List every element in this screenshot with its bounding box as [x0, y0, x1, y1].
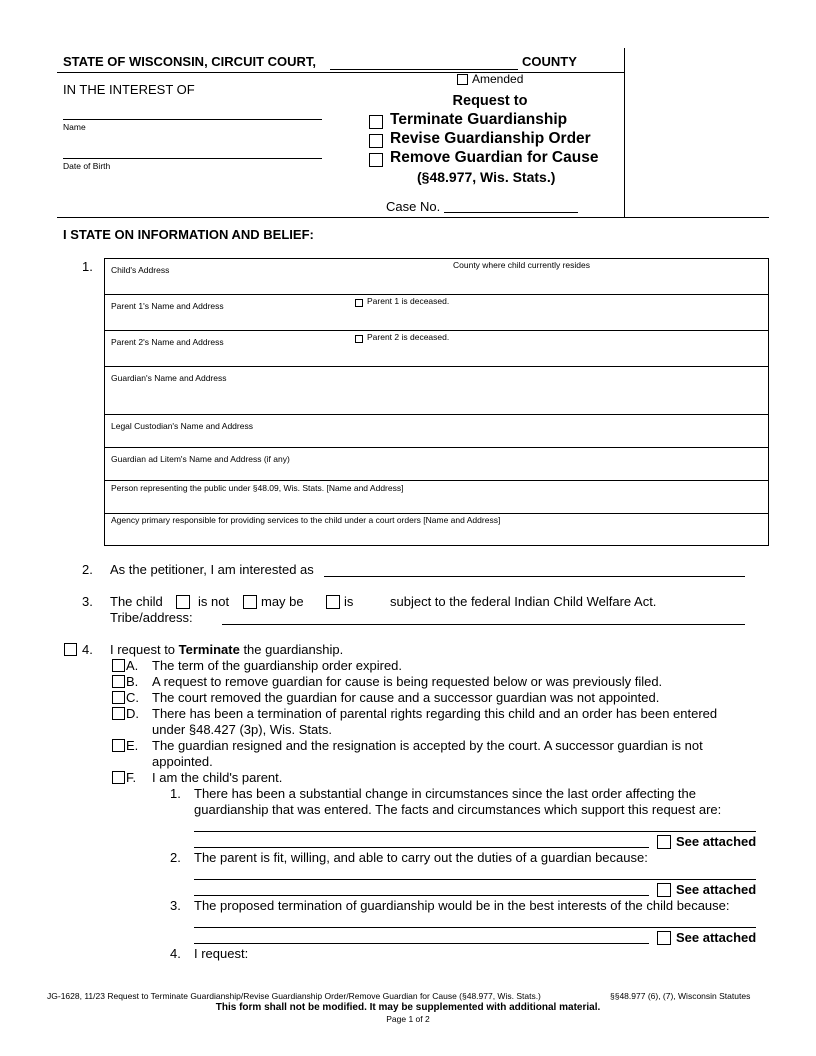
parent2-label: Parent 2's Name and Address [111, 337, 224, 347]
parent1-row[interactable] [104, 294, 769, 331]
option-a-letter: A. [126, 658, 139, 673]
legal-custodian-label: Legal Custodian's Name and Address [111, 421, 253, 431]
item-4-checkbox[interactable] [64, 643, 77, 656]
option-d-line1: There has been a termination of parental rights regarding this child and an order has been entered [152, 706, 718, 721]
option-c-letter: C. [126, 690, 139, 705]
gal-row[interactable] [104, 447, 769, 481]
county-resides-label: County where child currently resides [453, 260, 591, 270]
footer-form-id: JG-1628, 11/23 Request to Terminate Guardianship/Revise Guardianship Order/Remove Guardian for Cause (§48.977, Wis. Stats.) [47, 991, 541, 1001]
option-d-letter: D. [126, 706, 139, 721]
option-f-letter: F. [126, 770, 137, 785]
revise-order-label: Revise Guardianship Order [390, 130, 591, 147]
item-2-number: 2. [82, 562, 93, 577]
court-heading: STATE OF WISCONSIN, CIRCUIT COURT, [63, 54, 317, 69]
legal-custodian-row[interactable] [104, 414, 769, 448]
item-1-number: 1. [82, 259, 93, 274]
gal-label: Guardian ad Litem's Name and Address (if any) [111, 454, 290, 464]
option-d-line2: under §48.427 (3p), Wis. Stats. [152, 722, 332, 737]
option-f-checkbox[interactable] [112, 771, 125, 784]
sub-2-text: The parent is fit, willing, and able to carry out the duties of a guardian because: [194, 850, 648, 865]
sub-1-line2: guardianship that was entered. The facts and circumstances which support this request are: [194, 802, 722, 817]
case-no-line[interactable] [444, 212, 578, 213]
sub-1-answer-line-1[interactable] [194, 831, 756, 832]
sub-3-answer-line-1[interactable] [194, 927, 756, 928]
item-4-text: I request to Terminate the guardianship. [110, 642, 344, 657]
amended-label: Amended [472, 72, 524, 86]
sub-2-see-attached-checkbox[interactable] [657, 883, 671, 897]
icwa-may-be-checkbox[interactable] [243, 595, 257, 609]
remove-guardian-label: Remove Guardian for Cause [390, 149, 599, 166]
sub-3-answer-line-2[interactable] [194, 943, 649, 944]
option-b-text: A request to remove guardian for cause is being requested below or was previously filed. [152, 674, 663, 689]
parent2-row[interactable] [104, 330, 769, 367]
sub-3-see-attached-checkbox[interactable] [657, 931, 671, 945]
option-a-text: The term of the guardianship order expired. [152, 658, 403, 673]
sub-1-answer-line-2[interactable] [194, 847, 649, 848]
childs-address-label: Child's Address [111, 265, 170, 275]
the-child-label: The child [110, 594, 163, 609]
section-title: I STATE ON INFORMATION AND BELIEF: [63, 227, 314, 242]
guardian-label: Guardian's Name and Address [111, 373, 227, 383]
revise-order-checkbox[interactable] [369, 134, 383, 148]
tribe-address-line[interactable] [222, 624, 745, 625]
sub-2-number: 2. [170, 850, 181, 865]
header-divider [57, 72, 624, 73]
sub-2-answer-line-1[interactable] [194, 879, 756, 880]
sub-3-number: 3. [170, 898, 181, 913]
dob-line[interactable] [63, 158, 322, 159]
county-line[interactable] [330, 69, 518, 70]
terminate-emphasis: Terminate [178, 642, 240, 657]
sub-4-number: 4. [170, 946, 181, 961]
header-bottom-rule [57, 217, 769, 218]
terminate-guardianship-label: Terminate Guardianship [390, 111, 568, 128]
sub-2-answer-line-2[interactable] [194, 895, 649, 896]
option-b-letter: B. [126, 674, 139, 689]
icwa-is-not-label: is not [198, 594, 230, 609]
option-c-text: The court removed the guardian for cause and a successor guardian was not appointed. [152, 690, 660, 705]
parent2-deceased-checkbox[interactable] [355, 335, 363, 343]
tribe-address-label: Tribe/address: [110, 610, 193, 625]
parent1-label: Parent 1's Name and Address [111, 301, 224, 311]
sub-1-number: 1. [170, 786, 181, 801]
parent1-deceased-checkbox[interactable] [355, 299, 363, 307]
petitioner-interest-line[interactable] [324, 576, 745, 577]
public-rep-row[interactable] [104, 480, 769, 514]
name-line[interactable] [63, 119, 322, 120]
name-label: Name [63, 122, 86, 132]
sub-3-text: The proposed termination of guardianship would be in the best interests of the child because: [194, 898, 730, 913]
option-a-checkbox[interactable] [112, 659, 125, 672]
parent1-deceased-label: Parent 1 is deceased. [367, 296, 450, 306]
icwa-may-be-label: may be [261, 594, 304, 609]
item-4-text-post: the guardianship. [239, 642, 344, 657]
footer-notice: This form shall not be modified. It may be supplemented with additional material. [215, 1002, 601, 1013]
option-f-text: I am the child's parent. [152, 770, 283, 785]
terminate-guardianship-checkbox[interactable] [369, 115, 383, 129]
dob-label: Date of Birth [63, 161, 111, 171]
form-title: Request to [452, 93, 528, 109]
amended-checkbox[interactable] [457, 74, 468, 85]
item-2-text: As the petitioner, I am interested as [110, 562, 314, 577]
agency-label: Agency primary responsible for providing services to the child under a court orders [Name and Address] [111, 515, 501, 525]
header-vertical-divider [624, 48, 625, 217]
sub-2-see-attached-label: See attached [676, 882, 757, 897]
statute-label: (§48.977, Wis. Stats.) [417, 169, 556, 185]
icwa-is-label: is [344, 594, 354, 609]
option-e-letter: E. [126, 738, 139, 753]
option-e-line2: appointed. [152, 754, 213, 769]
icwa-is-not-checkbox[interactable] [176, 595, 190, 609]
agency-row[interactable] [104, 513, 769, 546]
county-label: COUNTY [522, 54, 577, 69]
sub-1-see-attached-label: See attached [676, 834, 757, 849]
option-c-checkbox[interactable] [112, 691, 125, 704]
option-e-checkbox[interactable] [112, 739, 125, 752]
page-number: Page 1 of 2 [386, 1014, 430, 1024]
item-3-number: 3. [82, 594, 93, 609]
parent2-deceased-label: Parent 2 is deceased. [367, 332, 450, 342]
case-no-label: Case No. [386, 199, 441, 214]
remove-guardian-checkbox[interactable] [369, 153, 383, 167]
item-4-number: 4. [82, 642, 93, 657]
sub-3-see-attached-label: See attached [676, 930, 757, 945]
footer-statutes: §§48.977 (6), (7), Wisconsin Statutes [610, 991, 751, 1001]
sub-1-line1: There has been a substantial change in circumstances since the last order affecting the [194, 786, 696, 801]
guardian-row[interactable] [104, 366, 769, 415]
icwa-subject-text: subject to the federal Indian Child Welfare Act. [390, 594, 657, 609]
option-e-line1: The guardian resigned and the resignation is accepted by the court. A successor guardian is not [152, 738, 703, 753]
icwa-is-checkbox[interactable] [326, 595, 340, 609]
option-d-checkbox[interactable] [112, 707, 125, 720]
public-rep-label: Person representing the public under §48.09, Wis. Stats. [Name and Address] [111, 483, 404, 493]
in-the-interest-of: IN THE INTEREST OF [63, 82, 195, 97]
sub-1-see-attached-checkbox[interactable] [657, 835, 671, 849]
sub-4-text: I request: [194, 946, 249, 961]
childs-address-row[interactable] [104, 258, 769, 295]
option-b-checkbox[interactable] [112, 675, 125, 688]
